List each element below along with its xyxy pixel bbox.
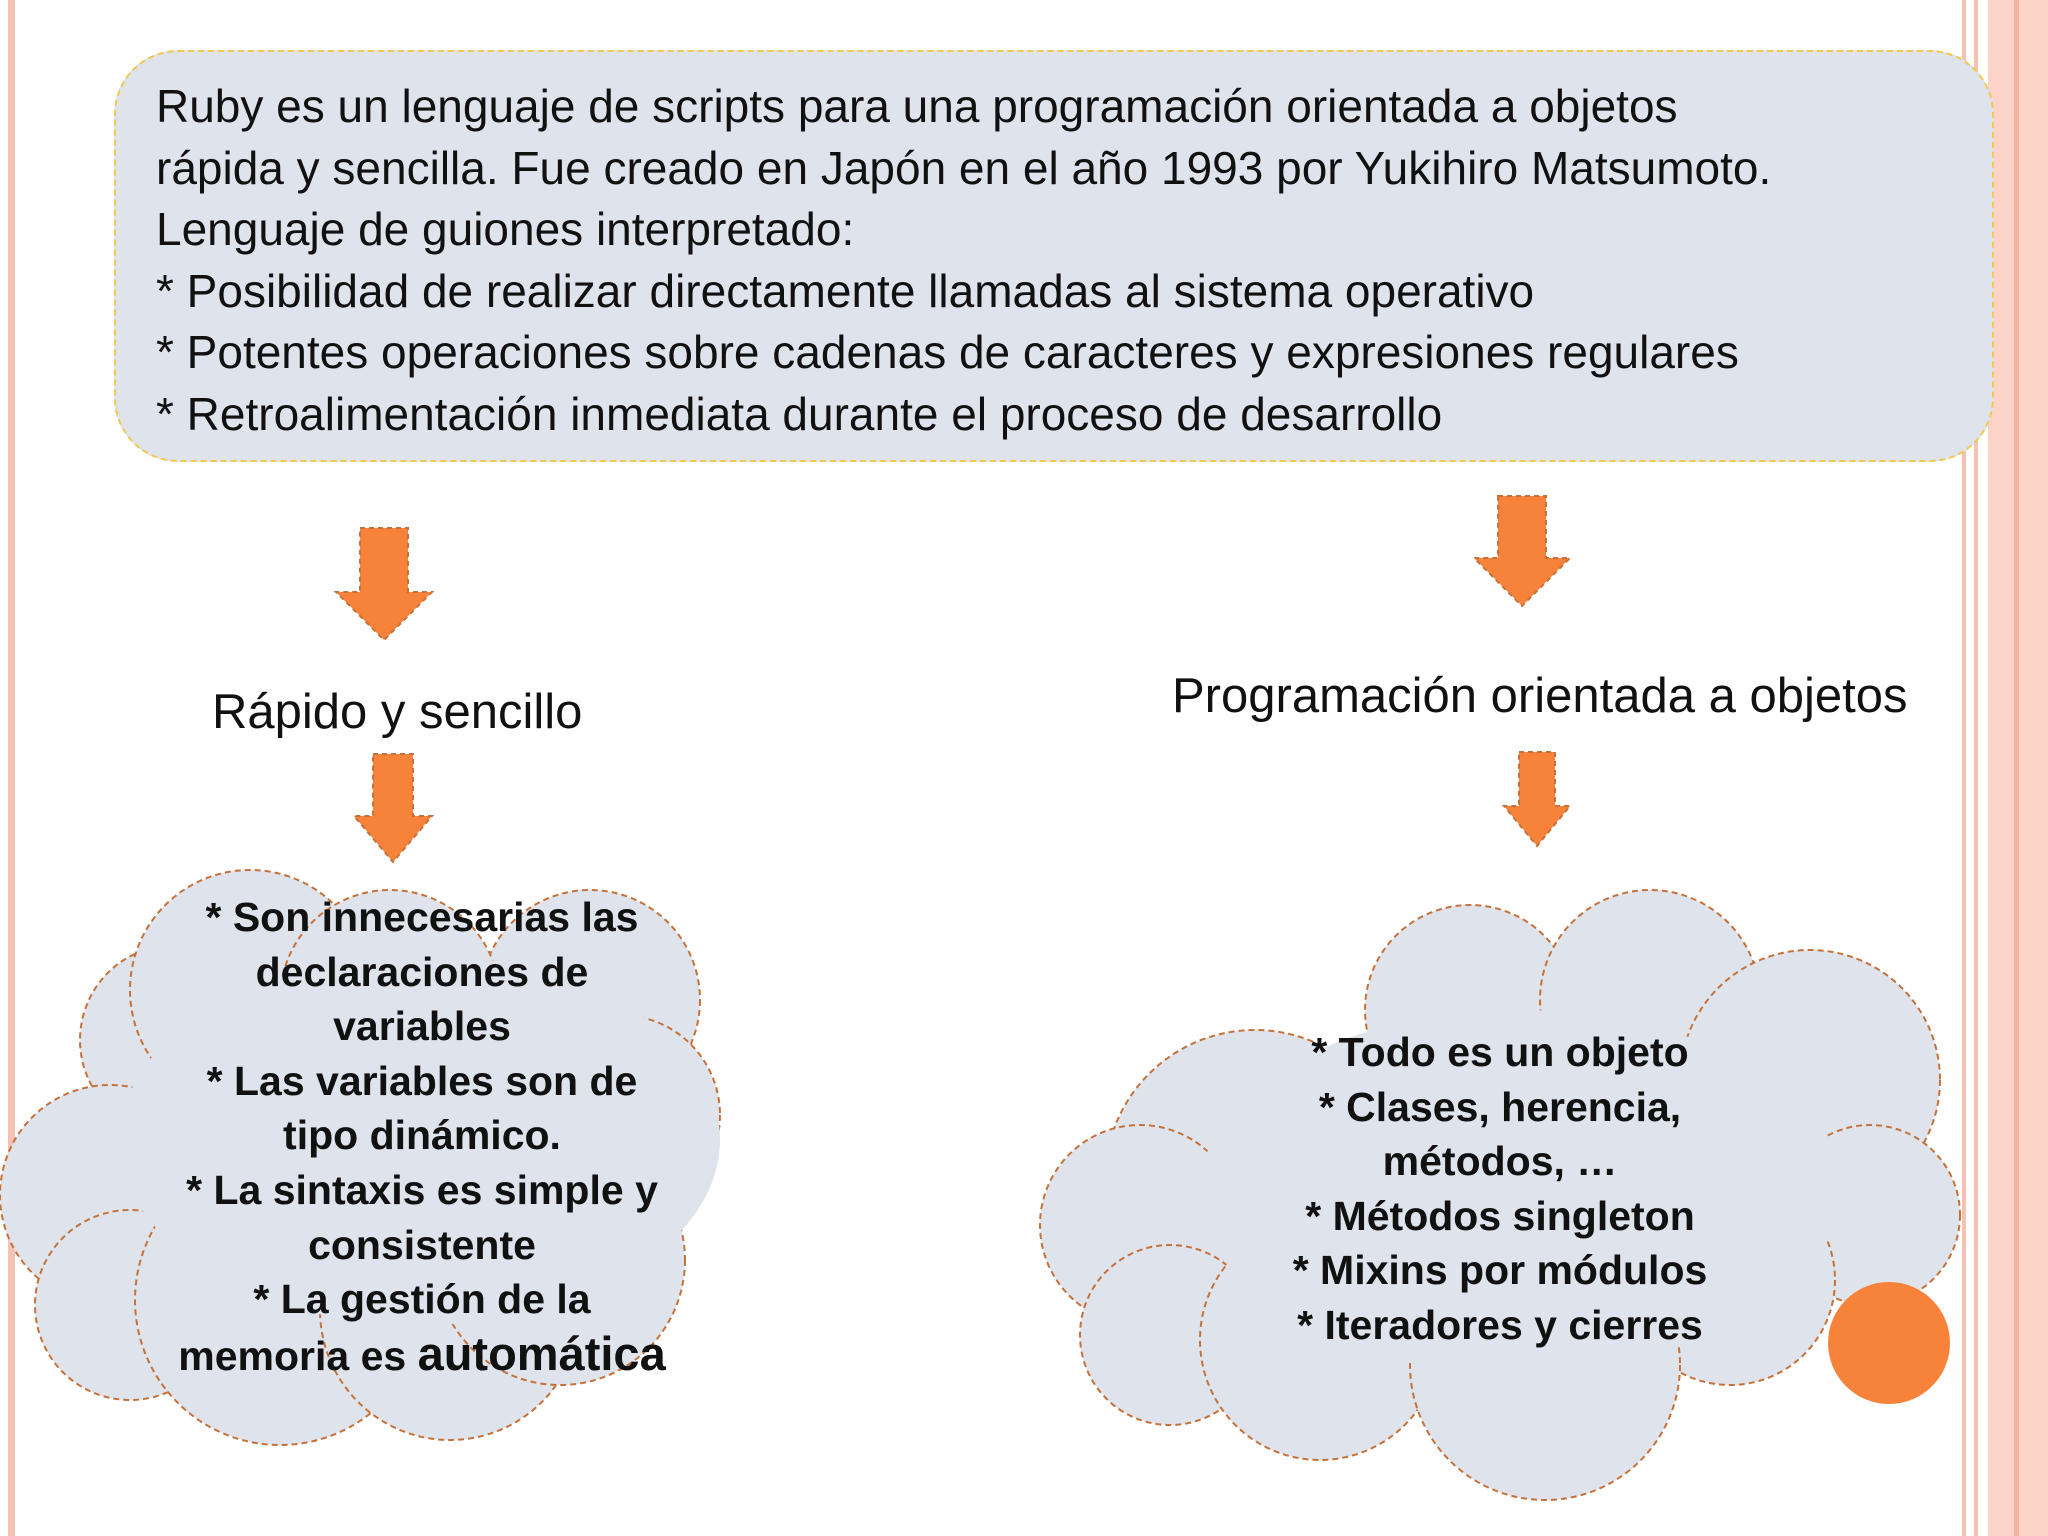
cloud-line-start: memoria es [178,1332,418,1379]
cloud-line: métodos, … [1382,1138,1618,1185]
intro-line: Lenguaje de guiones interpretado: [156,203,855,255]
intro-line: * Potentes operaciones sobre cadenas de caracteres y expresiones regulares [156,326,1739,378]
cloud-line: * Mixins por módulos [1292,1247,1708,1294]
cloud-line: tipo dinámico. [283,1112,561,1159]
accent-circle [1828,1282,1950,1404]
cloud-line: * Las variables son de [206,1057,638,1104]
intro-line: * Retroalimentación inmediata durante el proceso de desarrollo [156,387,1443,440]
intro-line: * Posibilidad de realizar directamente llamadas al sistema operativo [156,264,1535,317]
cloud-line: * La sintaxis es simple y [186,1166,658,1213]
cloud-line: * La gestión de la [253,1276,591,1323]
cloud-line-end: automática [417,1326,666,1380]
cloud-line: consistente [308,1221,536,1268]
cloud-text-left [122,890,722,1383]
cloud-text-right [1200,1025,1800,1353]
intro-line: Ruby es un lenguaje de scripts para una programación orientada a objetos [156,80,1678,132]
cloud-line: variables [333,1003,511,1050]
cloud-line: * Métodos singleton [1305,1192,1695,1239]
intro-line: rápida y sencilla. Fue creado en Japón en el año 1993 por Yukihiro Matsumoto. [156,141,1772,194]
cloud-line: * Todo es un objeto [1311,1029,1689,1075]
cloud-line [122,1327,722,1384]
cloud-line: declaraciones de [255,948,589,995]
cloud-line: * Clases, herencia, [1318,1083,1682,1130]
cloud-line: * Iteradores y cierres [1297,1301,1703,1348]
branch-label-right: Programación orientada a objetos [1172,669,1908,723]
branch-label-left: Rápido y sencillo [212,685,583,739]
cloud-line: * Son innecesarias las [205,894,639,940]
